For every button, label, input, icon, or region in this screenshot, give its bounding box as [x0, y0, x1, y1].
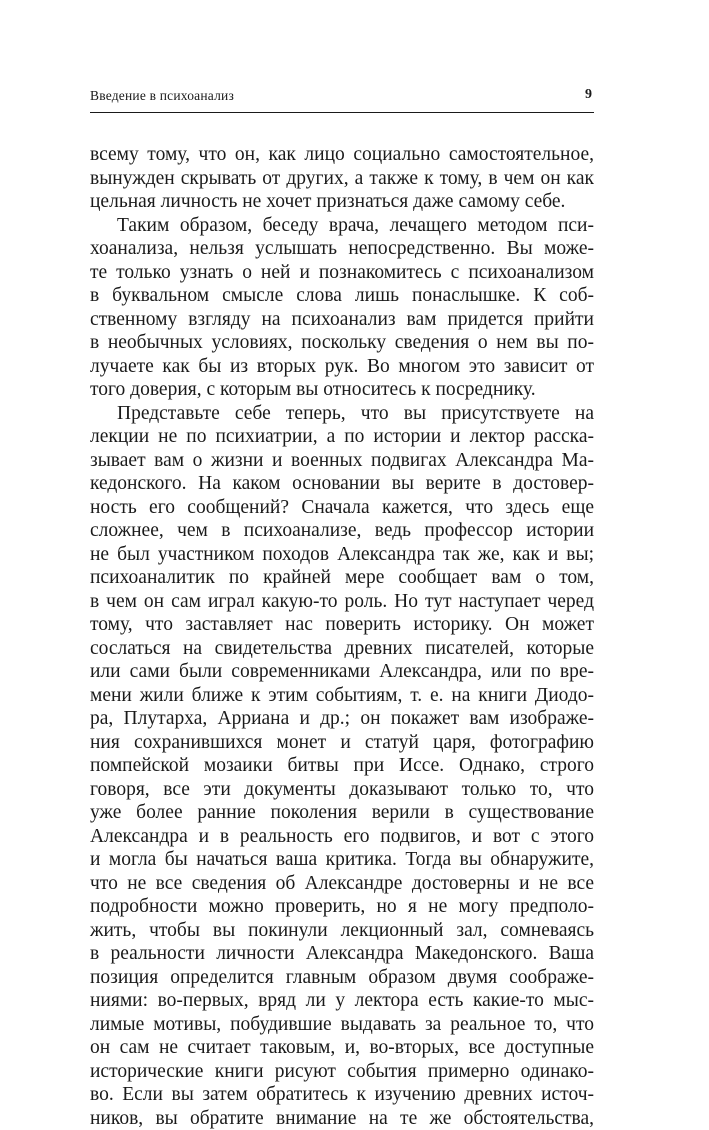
text-line: он сам не считает таковым, и, во-вторых, все доступные	[90, 1036, 594, 1060]
text-line: и могла бы начаться ваша критика. Тогда вы обнаружите,	[90, 848, 594, 872]
text-line: исторические книги рисуют события примерно одинако-	[90, 1060, 594, 1084]
text-line: в реальности личности Александра Македонского. Ваша	[90, 942, 594, 966]
text-line: зывает вам о жизни и военных подвигах Александра Ма-	[90, 449, 594, 473]
text-line: ников, вы обратите внимание на те же обстоятельства,	[90, 1107, 594, 1130]
text-line: того доверия, с которым вы относитесь к посреднику.	[90, 378, 594, 402]
text-line: Александра и в реальность его подвигов, и вот с этого	[90, 825, 594, 849]
text-line: что не все сведения об Александре достоверны и не все	[90, 872, 594, 896]
header-title: Введение в психоанализ	[90, 88, 234, 104]
text-line: позиция определится главным образом двумя соображе-	[90, 966, 594, 990]
text-line: ния сохранившихся монет и статуй царя, фотографию	[90, 731, 594, 755]
text-line: всему тому, что он, как лицо социально самостоятельное,	[90, 143, 594, 167]
text-line: те только узнать о ней и познакомитесь с психоанализом	[90, 261, 594, 285]
text-line: цельная личность не хочет признаться даже самому себе.	[90, 190, 594, 214]
text-line: во. Если вы затем обратитесь к изучению древних источ-	[90, 1083, 594, 1107]
text-line: в буквальном смысле слова лишь понаслышке. К соб-	[90, 284, 594, 308]
text-line: подробности можно проверить, но я не могу предполо-	[90, 895, 594, 919]
text-line: лучаете как бы из вторых рук. Во многом это зависит от	[90, 355, 594, 379]
text-line: ниями: во-первых, вряд ли у лектора есть какие-то мыс-	[90, 989, 594, 1013]
text-line: кедонского. На каком основании вы верите в достовер-	[90, 472, 594, 496]
text-line: лекции не по психиатрии, а по истории и лектор расска-	[90, 425, 594, 449]
text-line: хоанализа, нельзя услышать непосредственно. Вы може-	[90, 237, 594, 261]
text-line: говоря, все эти документы доказывают только то, что	[90, 778, 594, 802]
text-line: в чем он сам играл какую-то роль. Но тут наступает черед	[90, 590, 594, 614]
text-line: психоаналитик по крайней мере сообщает вам о том,	[90, 566, 594, 590]
body-text	[90, 143, 594, 1130]
text-line: тому, что заставляет нас поверить историку. Он может	[90, 613, 594, 637]
text-line: Представьте себе теперь, что вы присутствуете на	[90, 402, 594, 426]
text-line: ственному взгляду на психоанализ вам придется прийти	[90, 308, 594, 332]
text-line: ность его сообщений? Сначала кажется, что здесь еще	[90, 496, 594, 520]
text-line: мени жили ближе к этим событиям, т. е. на книги Диодо-	[90, 684, 594, 708]
text-line: жить, чтобы вы покинули лекционный зал, сомневаясь	[90, 919, 594, 943]
text-line: сложнее, чем в психоанализе, ведь профессор истории	[90, 519, 594, 543]
text-line: лимые мотивы, побудившие выдавать за реальное то, что	[90, 1013, 594, 1037]
text-line: ра, Плутарха, Арриана и др.; он покажет вам изображе-	[90, 707, 594, 731]
text-line: или сами были современниками Александра, или по вре-	[90, 660, 594, 684]
text-line: помпейской мозаики битвы при Иссе. Однако, строго	[90, 754, 594, 778]
text-line: Таким образом, беседу врача, лечащего методом пси-	[90, 214, 594, 238]
text-line: сослаться на свидетельства древних писателей, которые	[90, 637, 594, 661]
running-header	[90, 86, 594, 113]
text-line: вынужден скрывать от других, а также к тому, в чем он как	[90, 167, 594, 191]
page-number: 9	[585, 87, 592, 103]
text-line: не был участником походов Александра так же, как и вы;	[90, 543, 594, 567]
text-line: в необычных условиях, поскольку сведения о нем вы по-	[90, 331, 594, 355]
text-line: уже более ранние поколения верили в существование	[90, 801, 594, 825]
